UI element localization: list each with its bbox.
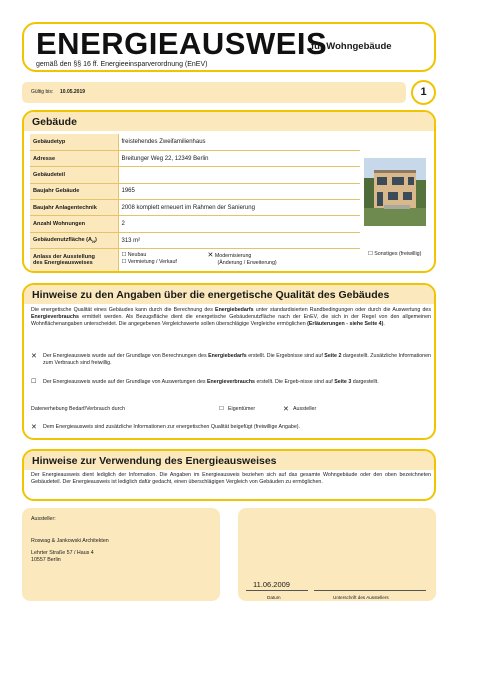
row-label: Anzahl Wohnungen	[30, 216, 118, 232]
opt-text: dargestellt.	[351, 379, 379, 385]
opt-bold: Energiebedarfs	[208, 353, 247, 359]
date-label: Datum	[267, 595, 281, 600]
neubau-checkbox[interactable]: ☐	[121, 252, 127, 259]
usage-hints-heading: Hinweise zur Verwendung des Energieausweises	[24, 451, 434, 470]
zusatz-checkbox[interactable]: ✕	[31, 424, 37, 431]
validity-label: Gültig bis:	[31, 89, 54, 95]
row-value: freistehendes Zweifamilienhaus	[118, 134, 360, 150]
usage-hints-section	[22, 449, 436, 501]
issuer-street: Lehrter Straße 57 / Haus 4	[31, 550, 94, 556]
issue-date: 11.06.2009	[253, 580, 290, 589]
vermietung-label: Vermietung / Verkauf	[127, 259, 177, 266]
row-label: Adresse	[30, 150, 118, 166]
opt-text: erstellt. Die Ergeb-nisse sind auf	[255, 379, 335, 385]
opt-bold: Seite 2	[324, 353, 342, 359]
building-photo-image	[364, 158, 426, 226]
building-table	[30, 134, 360, 271]
table-row	[30, 232, 360, 248]
eigentuemer-label: Eigentümer	[228, 406, 256, 412]
table-row	[30, 183, 360, 199]
intro-text: .	[383, 321, 385, 327]
bedarf-option	[31, 353, 431, 367]
signature-label: Unterschrift des Ausstellers	[333, 595, 389, 600]
row-label	[30, 232, 118, 248]
anlass-label-line1: Anlass der Ausstellung	[33, 253, 95, 260]
area-label-end: )	[94, 236, 97, 243]
title-box	[22, 22, 436, 72]
sonstiges-checkbox[interactable]: ☐	[368, 251, 373, 257]
date-line	[246, 590, 308, 591]
opt-bold: Energieverbrauchs	[207, 379, 256, 385]
opt-bold: Seite 3	[334, 379, 352, 385]
row-label: Baujahr Anlagentechnik	[30, 200, 118, 216]
row-value	[118, 167, 360, 183]
page-number-badge: 1	[411, 80, 436, 105]
issuer-name: Roswag & Jankowski Architekten	[31, 538, 109, 544]
quality-hints-section	[22, 283, 436, 440]
signature-line	[314, 590, 426, 591]
table-row	[30, 134, 360, 150]
area-label: Gebäudenutzfläche (A	[33, 236, 93, 243]
building-heading: Gebäude	[24, 112, 434, 131]
row-label: Gebäudeteil	[30, 167, 118, 183]
issuer-label: Aussteller:	[31, 516, 56, 522]
row-value: Breitunger Weg 22, 12349 Berlin	[118, 150, 360, 166]
verbrauch-checkbox[interactable]: ☐	[31, 379, 37, 385]
opt-text: Der Energieausweis wurde auf der Grundlage von Berechnungen des	[43, 353, 209, 359]
datenerhebung-label: Datenerhebung Bedarf/Verbrauch durch	[31, 406, 125, 412]
row-value: 313 m²	[118, 232, 360, 248]
building-photo	[364, 158, 426, 226]
zusatz-option	[31, 424, 431, 431]
modernisierung-checkbox[interactable]: ✕	[207, 252, 214, 260]
anlass-label	[30, 249, 118, 271]
verbrauch-option	[31, 379, 431, 386]
neubau-label: Neubau	[127, 252, 147, 259]
anlass-options	[118, 249, 360, 271]
document-title: ENERGIEAUSWEIS	[36, 26, 328, 61]
row-value: 2008 komplett erneuert im Rahmen der Sanierung	[118, 200, 360, 216]
intro-bold: (Erläuterungen - siehe Seite 4)	[307, 321, 384, 327]
opt-text: dargestellt. Zusätzliche Informationen zum Verbrauch sind freiwillig.	[43, 353, 431, 366]
table-row-anlass	[30, 249, 360, 271]
aussteller-checkbox[interactable]: ✕	[283, 406, 289, 413]
table-row	[30, 216, 360, 232]
opt-text: Der Energieausweis wurde auf der Grundlage von Auswertungen des	[43, 379, 208, 385]
modernisierung-label: Modernisierung	[214, 253, 252, 260]
modernisierung-sublabel: (Änderung / Erweiterung)	[217, 260, 277, 267]
verbrauch-text	[43, 379, 431, 386]
intro-bold: Energieverbrauchs	[31, 314, 79, 320]
issuer-city: 10557 Berlin	[31, 557, 61, 563]
sonstiges-option	[368, 251, 421, 257]
building-section	[22, 110, 436, 273]
bedarf-text	[43, 353, 431, 367]
bedarf-checkbox[interactable]: ✕	[31, 353, 37, 360]
anlass-label-line2: des Energieausweises	[33, 259, 93, 266]
vermietung-checkbox[interactable]: ☐	[121, 259, 127, 266]
quality-hints-intro	[31, 307, 431, 328]
intro-text: ermittelt werden. Als Bezugsfläche dient die energetische Gebäudenutzfläche nach der EnEV, die sich in der Regel von den allgemeinen Wohnflächenangaben unterscheidet. Die angegebenen Vergleichswerte sollen überschlägige Vergleiche ermöglichen	[31, 314, 431, 327]
row-label: Baujahr Gebäude	[30, 183, 118, 199]
intro-bold: Energiebedarfs	[215, 307, 254, 313]
datenerhebung-row	[31, 406, 431, 413]
usage-hints-text: Der Energieausweis dient lediglich der Information. Die Angaben im Energieausweis beziehen sich auf das gesamte Wohngebäude oder den oben bezeichneten Gebäudeteil. Der Energieausweis ist lediglich dafür gedacht, einen überschlägigen Vergleich von Gebäuden zu ermöglichen.	[31, 472, 431, 485]
zusatz-text: Dem Energieausweis sind zusätzliche Informationen zur energetischen Qualität beigefügt (freiwillige Angabe).	[43, 424, 301, 430]
aussteller-label: Aussteller	[293, 406, 317, 412]
intro-text: Die energetische Qualität eines Gebäudes kann durch die Berechnung des	[31, 307, 216, 313]
issuer-box	[22, 508, 220, 601]
opt-text: erstellt. Die Ergebnisse sind auf	[246, 353, 325, 359]
table-row	[30, 150, 360, 166]
table-row	[30, 200, 360, 216]
table-row	[30, 167, 360, 183]
area-label-sub: N	[92, 239, 95, 245]
document-subtitle: gemäß den §§ 16 ff. Energieeinsparverordnung (EnEV)	[36, 61, 208, 68]
intro-text: unter standardisierten Randbedingungen oder durch die Auswertung des	[253, 307, 431, 313]
validity-bar	[22, 82, 406, 103]
row-value: 1965	[118, 183, 360, 199]
row-label: Gebäudetyp	[30, 134, 118, 150]
sonstiges-label: Sonstiges (freiwillig)	[374, 251, 422, 257]
quality-hints-heading: Hinweise zu den Angaben über die energetische Qualität des Gebäudes	[24, 285, 434, 304]
eigentuemer-checkbox[interactable]: ☐	[219, 406, 224, 412]
validity-date: 10.05.2019	[60, 89, 86, 95]
row-value: 2	[118, 216, 360, 232]
document-title-suffix: für Wohngebäude	[311, 41, 392, 52]
